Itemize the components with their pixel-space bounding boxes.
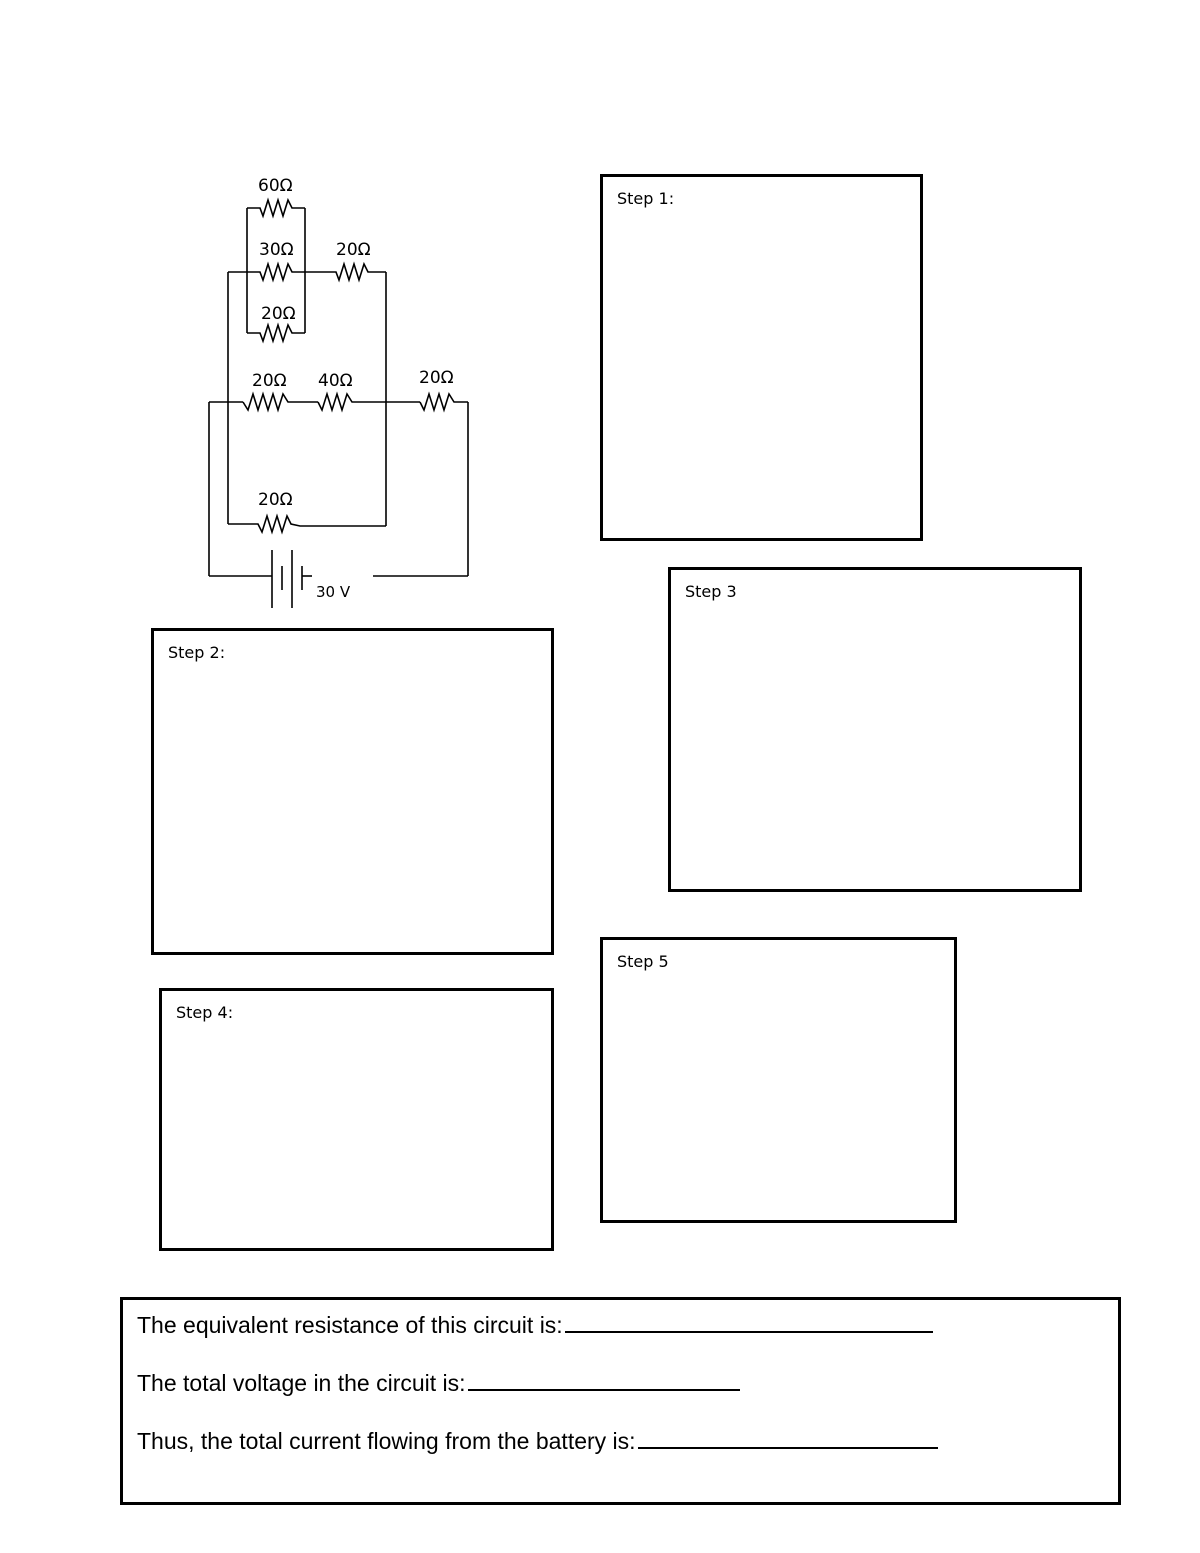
- total-voltage-line: [137, 1370, 740, 1397]
- total-current-text: Thus, the total current flowing from the battery is:: [137, 1428, 636, 1454]
- summary-box: [120, 1297, 1121, 1505]
- resistor-40-symbol: [318, 394, 420, 410]
- resistor-20-top-series-symbol: [305, 264, 386, 280]
- step-3-label: Step 3: [685, 582, 737, 601]
- step-5-label: Step 5: [617, 952, 669, 971]
- step-4-box[interactable]: [159, 988, 554, 1251]
- total-voltage-text: The total voltage in the circuit is:: [137, 1370, 466, 1396]
- resistor-60-symbol: [247, 200, 305, 216]
- resistor-20-right-label: 20Ω: [419, 368, 454, 388]
- step-2-label: Step 2:: [168, 643, 226, 662]
- resistor-30-symbol: [247, 264, 305, 280]
- total-current-line: [137, 1428, 938, 1455]
- circuit-diagram: [0, 0, 520, 620]
- resistor-20-inner-symbol: [247, 325, 305, 341]
- battery-label: 30 V: [316, 583, 351, 601]
- resistor-20-bottom-symbol: [228, 516, 386, 532]
- resistor-40-label: 40Ω: [318, 371, 353, 391]
- resistor-20-top-series-label: 20Ω: [336, 240, 371, 260]
- resistor-30-label: 30Ω: [259, 240, 294, 260]
- total-current-blank[interactable]: [638, 1446, 938, 1449]
- resistor-20-inner-label: 20Ω: [261, 304, 296, 324]
- equivalent-resistance-line: [137, 1312, 933, 1339]
- step-2-box[interactable]: [151, 628, 554, 955]
- resistor-20-mid-left-label: 20Ω: [252, 371, 287, 391]
- equivalent-resistance-blank[interactable]: [565, 1330, 933, 1333]
- battery-symbol: [272, 550, 312, 608]
- step-4-label: Step 4:: [176, 1003, 234, 1022]
- step-1-box[interactable]: [600, 174, 923, 541]
- resistor-60-label: 60Ω: [258, 176, 293, 196]
- resistor-20-bottom-label: 20Ω: [258, 490, 293, 510]
- equivalent-resistance-text: The equivalent resistance of this circuit is:: [137, 1312, 563, 1338]
- total-voltage-blank[interactable]: [468, 1388, 740, 1391]
- step-5-box[interactable]: [600, 937, 957, 1223]
- resistor-20-right-symbol: [420, 394, 468, 410]
- step-1-label: Step 1:: [617, 189, 675, 208]
- step-3-box[interactable]: [668, 567, 1082, 892]
- resistor-20-mid-left-symbol: [243, 394, 318, 410]
